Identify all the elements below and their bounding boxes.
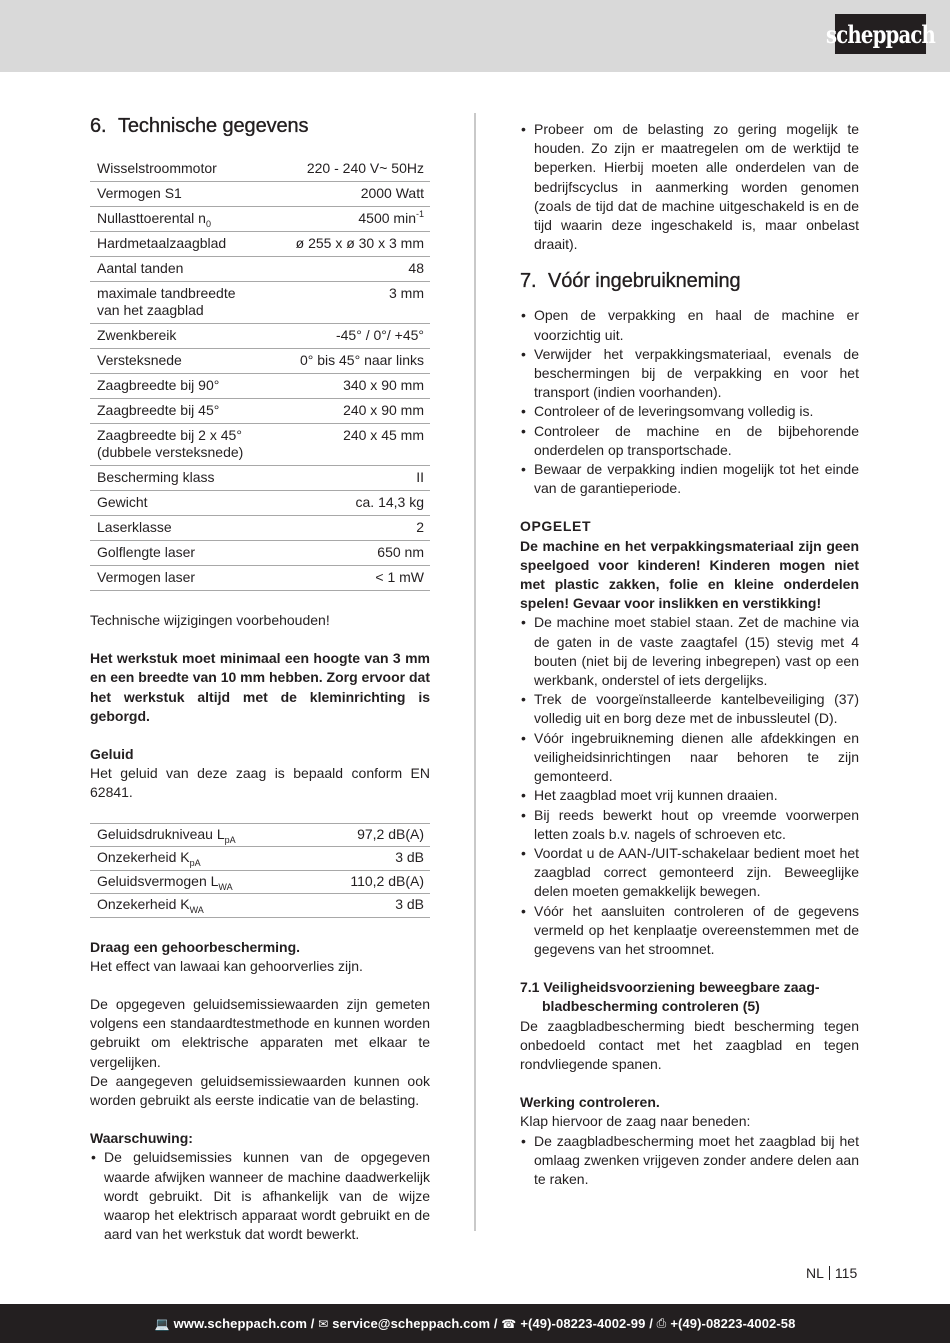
list-item: • Het zaagblad moet vrij kunnen draaien. <box>520 786 859 805</box>
spec-row <box>90 466 430 491</box>
section-7-heading: 7. Vóór ingebruikneming <box>520 270 741 293</box>
spec-value: 650 nm <box>270 541 430 566</box>
check-heading: Werking controleren. <box>520 1094 660 1111</box>
noise-label: Geluidsvermogen $L_{WA}$ <box>90 870 306 894</box>
spec-table <box>90 157 430 591</box>
list-item: • Vóór het aansluiten controleren of de gegevens vermeld op het kenplaatje overeenstemmen met de gegevens van het stroomnet. <box>520 902 859 960</box>
column-divider <box>474 113 476 1231</box>
spec-value: 220 - 240 V~ 50Hz <box>270 157 430 182</box>
footer-web[interactable]: www.scheppach.com <box>173 1316 307 1331</box>
spec-row <box>90 282 430 324</box>
spec-row <box>90 232 430 257</box>
list-item: • Vóór ingebruikneming dienen alle afdekkingen en veiligheidsinrichtingen naar behoren te zijn gemonteerd. <box>520 729 859 787</box>
spec-label: Aantal tanden <box>90 257 270 282</box>
emission-paragraph-1: De opgegeven geluidsemissiewaarden zijn gemeten volgens een standaardtestmethode en kunnen worden gebruikt om elektrische apparaten met elkaar te vergelijken. <box>90 996 430 1070</box>
emission-paragraph-2: De aangegeven geluidsemissiewaarden kunnen ook worden gebruikt als eerste indicatie van de belasting. <box>90 1072 430 1109</box>
list-item: • Trek de voorgeïnstalleerde kantelbeveiliging (37) volledig uit en borg deze met de inbussleutel (D). <box>520 690 859 728</box>
list-item: • Probeer om de belasting zo gering mogelijk te houden. Zo zijn er maatregelen om de werktijd te beperken. Hierbij moeten alle onderdelen van de bedrijfscyclus in aanmerking worden genomen (zoals de tijd dat de machine uitgeschakeld is en de tijd waarin deze ingeschakeld is, maar onbelast draait). <box>520 120 859 254</box>
spec-label: Vermogen laser <box>90 566 270 591</box>
spec-label: Hardmetaalzaagblad <box>90 232 270 257</box>
footer-fax: +(49)-08223-4002-58 <box>670 1316 796 1331</box>
noise-row <box>90 894 430 918</box>
spec-row <box>90 424 430 466</box>
spec-value: 48 <box>270 257 430 282</box>
spec-row <box>90 541 430 566</box>
spec-label: Zaagbreedte bij 90° <box>90 374 270 399</box>
spec-value: ca. 14,3 kg <box>270 491 430 516</box>
noise-value: 110,2 dB(A) <box>306 870 430 894</box>
noise-value: 3 dB <box>306 894 430 918</box>
spec-value: < 1 mW <box>270 566 430 591</box>
check-bullets <box>520 1132 859 1190</box>
noise-row <box>90 870 430 894</box>
spec-row <box>90 374 430 399</box>
noise-value: 3 dB <box>306 847 430 871</box>
spec-value: 240 x 90 mm <box>270 399 430 424</box>
noise-row <box>90 823 430 847</box>
list-item: • Bij reeds bewerkt hout op vreemde voorwerpen letten zoals b.v. nagels of schroeven etc. <box>520 806 859 844</box>
warning-list <box>90 1148 430 1244</box>
noise-label: Onzekerheid $K_{WA}$ <box>90 894 306 918</box>
spec-label: Laserklasse <box>90 516 270 541</box>
unpacking-bullets <box>520 306 859 498</box>
spec-label: Wisselstroommotor <box>90 157 270 182</box>
list-item: • Verwijder het verpakkingsmateriaal, evenals de beschermingen bij de verpakking en voor het transport (indien voorhanden). <box>520 345 859 403</box>
subsection-7-1-heading: 7.1 Veiligheidsvoorziening beweegbare zaag- bladbescherming controleren (5) <box>520 979 820 1015</box>
noise-table <box>90 823 430 918</box>
spec-value: ø 255 x ø 30 x 3 mm <box>270 232 430 257</box>
noise-text: Het geluid van deze zaag is bepaald conform EN 62841. <box>90 765 430 801</box>
footer-bar: 💻 www.scheppach.com / ✉ service@scheppach.com / ☎ +(49)-08223-4002-99 / ⎙ +(49)-08223-4002-58 <box>0 1304 950 1343</box>
footer-phone: +(49)-08223-4002-99 <box>520 1316 646 1331</box>
monitor-icon: 💻 <box>154 1316 170 1331</box>
spec-row <box>90 157 430 182</box>
spec-label: Vermogen S1 <box>90 182 270 207</box>
list-item: • De machine moet stabiel staan. Zet de machine via de gaten in de vaste zaagtafel (15) stevig met 4 bouten (niet bij de levering inbegrepen) vast op een werkbank, onderstel of iets dergelijks. <box>520 613 859 690</box>
spec-value: II <box>270 466 430 491</box>
section-6-heading: 6. Technische gegevens <box>90 115 309 137</box>
spec-value: 240 x 45 mm <box>270 424 430 466</box>
spec-label: maximale tandbreedte van het zaagblad <box>90 282 270 324</box>
spec-label: Zwenkbereik <box>90 324 270 349</box>
envelope-icon: ✉ <box>318 1316 329 1331</box>
spec-value: -45° / 0°/ +45° <box>270 324 430 349</box>
list-item: • Voordat u de AAN-/UIT-schakelaar bedient moet het zaagblad correct gemonteerd zijn. Beweeglijke delen moeten gemakkelijk bewegen. <box>520 844 859 902</box>
spec-label: Golflengte laser <box>90 541 270 566</box>
subsection-7-1-text: De zaagbladbescherming biedt bescherming tegen onbedoeld contact met het zaagblad en tegen rondvliegende spanen. <box>520 1017 859 1072</box>
spec-row <box>90 207 430 232</box>
noise-value: 97,2 dB(A) <box>306 823 430 847</box>
list-item: • De zaagbladbescherming moet het zaagblad bij het omlaag zwenken vrijgeven zonder andere delen aan te raken. <box>520 1132 859 1190</box>
load-bullets <box>520 120 859 254</box>
spec-row <box>90 491 430 516</box>
spec-value: 2000 Watt <box>270 182 430 207</box>
spec-row <box>90 516 430 541</box>
spec-value: 2 <box>270 516 430 541</box>
warning-heading: Waarschuwing: <box>90 1130 193 1147</box>
spec-label: Gewicht <box>90 491 270 516</box>
spec-label: Versteksnede <box>90 349 270 374</box>
spec-row <box>90 399 430 424</box>
noise-row <box>90 847 430 871</box>
left-column <box>90 112 430 1244</box>
spec-row <box>90 324 430 349</box>
noise-heading: Geluid <box>90 746 134 763</box>
spec-label: Nullasttoerental $n_0$ <box>90 207 270 232</box>
header-bar <box>0 0 950 72</box>
list-item: • Bewaar de verpakking indien mogelijk tot het einde van de garantieperiode. <box>520 460 859 498</box>
spec-value: 4500 $\min^{-1}$ <box>270 207 430 232</box>
spec-row <box>90 182 430 207</box>
fax-icon: ⎙ <box>656 1316 667 1330</box>
spec-label: Bescherming klass <box>90 466 270 491</box>
footer-email[interactable]: service@scheppach.com <box>332 1316 491 1331</box>
caution-text: De machine en het verpakkingsmateriaal zijn geen speelgoed voor kinderen! Kinderen mogen niet met plastic zakken, folie en kleine onderdelen spelen! Gevaar voor inslikken en verstikking! <box>520 537 859 612</box>
list-item: • Controleer of de leveringsomvang volledig is. <box>520 402 859 421</box>
list-item: • De geluidsemissies kunnen van de opgegeven waarde afwijken wanneer de machine daadwerkelijk wordt gebruikt. Dit is afhankelijk van de wijze waarop het elektrisch apparaat wordt gebruikt en de aard van het werkstuk dat wordt bewerkt. <box>90 1148 430 1244</box>
telephone-icon: ☎ <box>501 1316 517 1331</box>
spec-row <box>90 566 430 591</box>
workpiece-note: Het werkstuk moet minimaal een hoogte van 3 mm en een breedte van 10 mm hebben. Zorg ervoor dat het werkstuk altijd met de kleminrichting is geborgd. <box>90 650 430 724</box>
noise-label: Onzekerheid $K_{pA}$ <box>90 847 306 871</box>
check-text: Klap hiervoor de zaag naar beneden: <box>520 1113 751 1130</box>
tech-note: Technische wijzigingen voorbehouden! <box>90 612 330 628</box>
spec-value: 340 x 90 mm <box>270 374 430 399</box>
scheppach-logo: scheppach <box>835 14 926 54</box>
spec-label: Zaagbreedte bij 45° <box>90 399 270 424</box>
hearing-heading: Draag een gehoorbescherming. <box>90 938 301 955</box>
list-item: • Controleer de machine en de bijbehorende onderdelen op transportschade. <box>520 422 859 460</box>
setup-bullets <box>520 613 859 959</box>
list-item: • Open de verpakking en haal de machine er voorzichtig uit. <box>520 306 859 344</box>
caution-heading: OPGELET <box>520 518 592 535</box>
spec-value: 0° bis 45° naar links <box>270 349 430 374</box>
spec-row <box>90 257 430 282</box>
noise-label: Geluidsdrukniveau $L_{pA}$ <box>90 823 306 847</box>
spec-label: Zaagbreedte bij 2 x 45° (dubbele versteksnede) <box>90 424 270 466</box>
spec-value: 3 mm <box>270 282 430 324</box>
right-column <box>520 120 859 1189</box>
page-number: NL 115 <box>806 1265 858 1281</box>
spec-row <box>90 349 430 374</box>
hearing-text: Het effect van lawaai kan gehoorverlies zijn. <box>90 957 363 974</box>
